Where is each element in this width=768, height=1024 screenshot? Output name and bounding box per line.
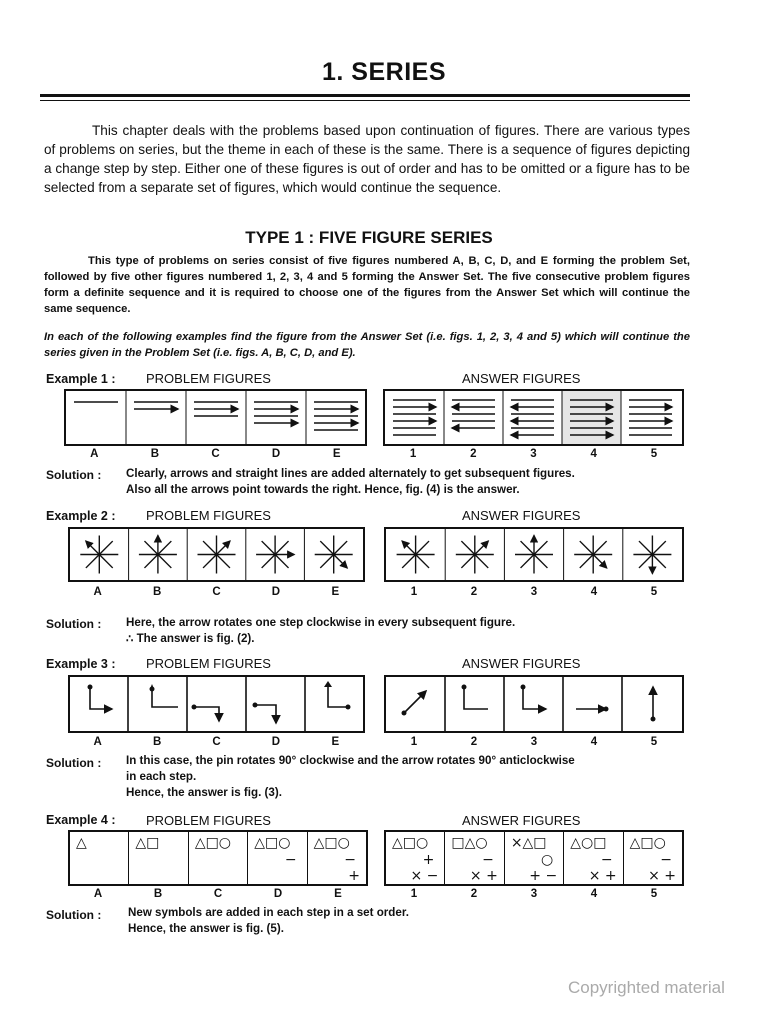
solution-label: Solution : bbox=[46, 908, 102, 922]
ex3-answer-svg bbox=[386, 677, 682, 731]
fig-letter: B bbox=[150, 448, 160, 460]
answer-set-2 bbox=[384, 527, 684, 582]
fig-letter: D bbox=[271, 736, 281, 748]
ex1-answer-svg bbox=[385, 391, 682, 444]
example-label: Example 2 : bbox=[46, 509, 116, 523]
star-ray bbox=[86, 555, 99, 568]
problem-set-2 bbox=[68, 527, 365, 582]
symbol-top: △□○ bbox=[313, 835, 350, 851]
example-label: Example 1 : bbox=[46, 372, 116, 386]
star-ray bbox=[521, 541, 534, 554]
answer-set-3 bbox=[384, 675, 684, 733]
star-ray bbox=[639, 555, 652, 568]
symbol-bot: × + bbox=[469, 868, 498, 884]
fig-number: 5 bbox=[650, 736, 658, 748]
symbol-bot: × + bbox=[648, 868, 677, 884]
star-ray bbox=[144, 555, 157, 568]
fig-number: 4 bbox=[590, 586, 598, 598]
problem-set-3 bbox=[68, 675, 365, 733]
fig-number: 1 bbox=[410, 888, 418, 900]
star-ray bbox=[652, 555, 665, 568]
fig-letter: D bbox=[271, 448, 281, 460]
star-ray bbox=[203, 555, 216, 568]
symbol-top: □△○ bbox=[451, 835, 488, 851]
ex4-problem-figures bbox=[70, 832, 366, 884]
problem-letters bbox=[68, 888, 368, 900]
star-ray bbox=[99, 541, 112, 554]
fig-number: 4 bbox=[590, 736, 598, 748]
title-rule-thin bbox=[40, 100, 690, 101]
star-ray bbox=[334, 541, 347, 554]
solution-label: Solution : bbox=[46, 617, 102, 631]
symbol-figure bbox=[308, 832, 366, 884]
problem-figures-label: PROBLEM FIGURES bbox=[146, 813, 271, 828]
fig-letter: C bbox=[212, 586, 221, 598]
symbol-figure bbox=[445, 832, 504, 884]
symbol-figure bbox=[564, 832, 623, 884]
symbol-figure bbox=[70, 832, 129, 884]
problem-set-4 bbox=[68, 830, 368, 886]
star-arrow bbox=[475, 541, 488, 554]
fig-number: 3 bbox=[530, 736, 538, 748]
symbol-figure bbox=[386, 832, 445, 884]
copyright-watermark: Copyrighted material bbox=[568, 978, 725, 997]
solution-text: Here, the arrow rotates one step clockwise in every subsequent figure. ∴ The answer is fig. (2). bbox=[126, 616, 516, 645]
symbol-figure bbox=[248, 832, 307, 884]
star-ray bbox=[275, 555, 288, 568]
symbol-figure bbox=[624, 832, 682, 884]
symbol-bot: × + bbox=[588, 868, 617, 884]
answer-numbers bbox=[384, 736, 684, 748]
solution-label: Solution : bbox=[46, 756, 102, 770]
fig-letter: C bbox=[211, 448, 220, 460]
star-ray bbox=[521, 555, 534, 568]
solution-label: Solution : bbox=[46, 468, 102, 482]
star-arrow bbox=[334, 555, 347, 568]
star-ray bbox=[534, 541, 547, 554]
symbol-top: ×△□ bbox=[510, 835, 547, 851]
fig-letter: B bbox=[153, 888, 163, 900]
symbol-bot: + − bbox=[529, 868, 558, 884]
fig-letter: A bbox=[90, 448, 99, 460]
star-ray bbox=[217, 555, 230, 568]
fig-number: 2 bbox=[470, 736, 478, 748]
star-ray bbox=[475, 555, 488, 568]
fig-letter: A bbox=[93, 736, 102, 748]
ex2-answer-svg bbox=[386, 529, 682, 580]
problem-set-1 bbox=[64, 389, 367, 446]
fig-letter: D bbox=[271, 586, 281, 598]
fig-number: 4 bbox=[590, 448, 597, 460]
symbol-figure bbox=[189, 832, 248, 884]
problem-figures-label: PROBLEM FIGURES bbox=[146, 508, 271, 523]
answer-set-1 bbox=[383, 389, 684, 446]
symbol-bot: + bbox=[348, 868, 361, 884]
star-arrow bbox=[217, 541, 230, 554]
symbol-mid: − bbox=[600, 852, 613, 868]
answer-set-4 bbox=[384, 830, 684, 886]
ex4-answer-figures bbox=[386, 832, 682, 884]
star-arrow bbox=[593, 555, 606, 568]
symbol-mid: + bbox=[422, 852, 435, 868]
star-ray bbox=[203, 541, 216, 554]
symbol-mid: − bbox=[344, 852, 357, 868]
star-ray bbox=[593, 541, 606, 554]
symbol-top: △□○ bbox=[254, 835, 291, 851]
fig-letter: C bbox=[213, 888, 223, 900]
example-label: Example 3 : bbox=[46, 657, 116, 671]
fig-number: 3 bbox=[530, 888, 538, 900]
type-description: This type of problems on series consist of five figures numbered A, B, C, D, and E forming the problem Set, followed by five other figures numbered 1, 2, 3, 4 and 5 forming the Answer Set. The five consecutive problem figures form a definite sequence and it is required to choose one of the figures from the Answer Set which will continue the same sequence. bbox=[44, 255, 690, 315]
star-ray bbox=[99, 555, 112, 568]
symbol-top: △□○ bbox=[629, 835, 666, 851]
problem-figures-label: PROBLEM FIGURES bbox=[146, 656, 271, 671]
answer-numbers bbox=[384, 586, 684, 598]
symbol-figure bbox=[129, 832, 188, 884]
problem-letters bbox=[68, 586, 365, 598]
star-ray bbox=[320, 555, 333, 568]
answer-figures-label: ANSWER FIGURES bbox=[462, 371, 581, 386]
intro-paragraph: This chapter deals with the problems based upon continuation of figures. There are various types of problems on series, but the theme in each of these is the same. There is a sequence of figures depicting a change step by step. Either one of these figures is out of order and has to be omitted or a figure has to be selected from a separate set of figures, which would continue the sequence. bbox=[44, 123, 690, 195]
symbol-top: △□○ bbox=[392, 835, 429, 851]
symbol-mid: − bbox=[284, 852, 297, 868]
fig-number: 2 bbox=[470, 586, 478, 598]
star-ray bbox=[416, 555, 429, 568]
fig-number: 5 bbox=[650, 586, 658, 598]
problem-figures-label: PROBLEM FIGURES bbox=[146, 371, 271, 386]
fig-letter: E bbox=[331, 736, 340, 748]
star-arrow bbox=[402, 541, 415, 554]
fig-letter: B bbox=[152, 586, 162, 598]
title-rule-thick bbox=[40, 94, 690, 97]
star-ray bbox=[580, 541, 593, 554]
answer-figures-label: ANSWER FIGURES bbox=[462, 656, 581, 671]
fig-number: 1 bbox=[409, 448, 417, 460]
star-ray bbox=[158, 541, 171, 554]
star-ray bbox=[534, 555, 547, 568]
fig-letter: A bbox=[93, 888, 103, 900]
instruction-text: In each of the following examples find the figure from the Answer Set (i.e. figs. 1, 2, 3, 4 and 5) which will continue the series given in the Problem Set (i.e. figs. A, B, C, D, and E). bbox=[44, 331, 690, 359]
symbol-top: △□ bbox=[135, 835, 160, 851]
star-ray bbox=[461, 541, 474, 554]
ex2-problem-svg bbox=[70, 529, 363, 580]
problem-letters bbox=[64, 448, 367, 460]
chapter-title: 1. SERIES bbox=[322, 58, 446, 86]
fig-number: 1 bbox=[410, 736, 418, 748]
ex3-problem-svg bbox=[70, 677, 363, 731]
answer-numbers bbox=[384, 888, 684, 900]
fig-letter: E bbox=[334, 888, 342, 900]
symbol-top: △□○ bbox=[194, 835, 232, 851]
star-ray bbox=[580, 555, 593, 568]
solution-text: New symbols are added in each step in a set order. Hence, the answer is fig. (5). bbox=[128, 906, 409, 935]
symbol-mid: ○ bbox=[541, 852, 554, 868]
fig-number: 2 bbox=[470, 448, 477, 460]
fig-number: 3 bbox=[530, 448, 537, 460]
star-ray bbox=[639, 541, 652, 554]
answer-figures-label: ANSWER FIGURES bbox=[462, 508, 581, 523]
star-ray bbox=[262, 555, 275, 568]
solution-text: Clearly, arrows and straight lines are added alternately to get subsequent figures. Also all the arrows point towards the right. Hence, fig. (4) is the answer. bbox=[126, 467, 575, 496]
fig-number: 3 bbox=[530, 586, 538, 598]
fig-letter: E bbox=[332, 448, 341, 460]
symbol-mid: − bbox=[482, 852, 494, 868]
star-ray bbox=[158, 555, 171, 568]
symbol-top: △ bbox=[76, 835, 87, 851]
ex1-problem-svg bbox=[66, 391, 365, 444]
fig-number: 5 bbox=[650, 448, 658, 460]
symbol-mid: − bbox=[660, 852, 673, 868]
answer-numbers bbox=[383, 448, 684, 460]
fig-letter: D bbox=[273, 888, 283, 900]
symbol-bot: × − bbox=[410, 868, 439, 884]
star-ray bbox=[320, 541, 333, 554]
solution-text: In this case, the pin rotates 90° clockwise and the arrow rotates 90° anticlockwise in each step. Hence, the answer is fig. (3). bbox=[126, 754, 575, 799]
example-label: Example 4 : bbox=[46, 813, 116, 827]
fig-letter: A bbox=[93, 586, 102, 598]
star-ray bbox=[416, 541, 429, 554]
star-ray bbox=[461, 555, 474, 568]
problem-letters bbox=[68, 736, 365, 748]
star-ray bbox=[144, 541, 157, 554]
star-ray bbox=[402, 555, 415, 568]
section-heading: TYPE 1 : FIVE FIGURE SERIES bbox=[245, 228, 493, 247]
star-ray bbox=[275, 541, 288, 554]
answer-figures-label: ANSWER FIGURES bbox=[462, 813, 581, 828]
fig-letter: E bbox=[331, 586, 340, 598]
fig-number: 5 bbox=[650, 888, 658, 900]
fig-letter: B bbox=[152, 736, 162, 748]
star-arrow bbox=[86, 541, 99, 554]
fig-number: 2 bbox=[470, 888, 478, 900]
symbol-top: △○□ bbox=[570, 835, 607, 851]
fig-letter: C bbox=[212, 736, 221, 748]
symbol-figure bbox=[505, 832, 564, 884]
fig-number: 1 bbox=[410, 586, 418, 598]
fig-number: 4 bbox=[590, 888, 598, 900]
star-ray bbox=[652, 541, 665, 554]
star-ray bbox=[262, 541, 275, 554]
